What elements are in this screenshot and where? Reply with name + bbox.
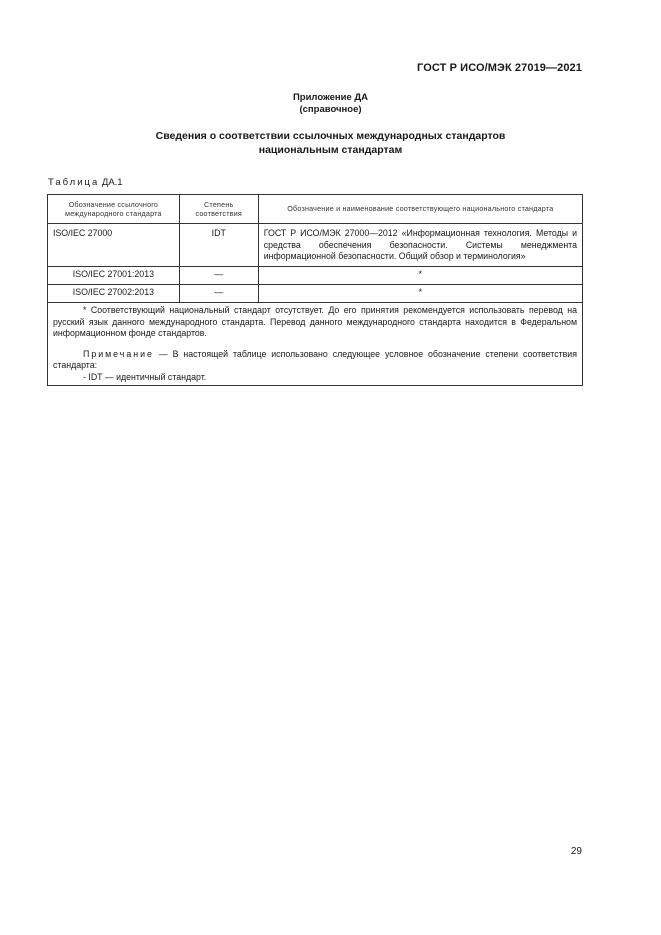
cell-degree: IDT [179, 224, 258, 267]
table-row [48, 285, 583, 303]
cell-national: ГОСТ Р ИСО/МЭК 27000—2012 «Информационная технология. Методы и средства обеспечения безопасности. Системы менеджмента информационной безопасности. Общий обзор и терминология» [258, 224, 582, 267]
header-degree: Степень соответствия [179, 195, 258, 224]
cell-intl: ISO/IEC 27002:2013 [48, 285, 180, 303]
table-header-row [48, 195, 583, 224]
table-caption-id: ДА.1 [101, 177, 123, 188]
page-number: 29 [570, 846, 582, 857]
footnote-text: * Соответствующий национальный стандарт отсутствует. До его принятия рекомендуется использовать перевод на русский язык данного международного стандарта. Перевод данного международного стандарта находится в Федеральном информационном фонде стандартов. [53, 305, 577, 338]
annex-subtitle: (справочное) [299, 104, 362, 115]
section-title-line1: Сведения о соответствии ссылочных международных стандартов [155, 130, 506, 142]
annex-title: Приложение ДА [292, 92, 369, 103]
header-national-standard: Обозначение и наименование соответствующего национального стандарта [258, 195, 582, 224]
note-item: - IDT — идентичный стандарт. [83, 371, 207, 382]
correspondence-table [47, 194, 583, 386]
cell-degree: — [179, 267, 258, 285]
table-footnote-row [48, 303, 583, 386]
note-paragraph [53, 349, 577, 372]
section-title-line2: национальным стандартам [258, 144, 403, 156]
table-row [48, 267, 583, 285]
table-caption-word: Таблица [48, 177, 100, 188]
table-caption [48, 177, 123, 188]
table-footnote [48, 303, 583, 386]
note-text: — В настоящей таблице использовано следующее условное обозначение степени соответствия стандарта: [53, 348, 577, 370]
cell-degree: — [179, 285, 258, 303]
cell-intl: ISO/IEC 27000 [48, 224, 180, 267]
cell-national: * [258, 285, 582, 303]
cell-intl: ISO/IEC 27001:2013 [48, 267, 180, 285]
section-title [0, 129, 661, 157]
table-row [48, 224, 583, 267]
header-intl-standard: Обозначение ссылочного международного стандарта [48, 195, 180, 224]
note-label: Примечание [83, 348, 154, 359]
standard-code: ГОСТ Р ИСО/МЭК 27019—2021 [417, 62, 582, 74]
cell-national: * [258, 267, 582, 285]
